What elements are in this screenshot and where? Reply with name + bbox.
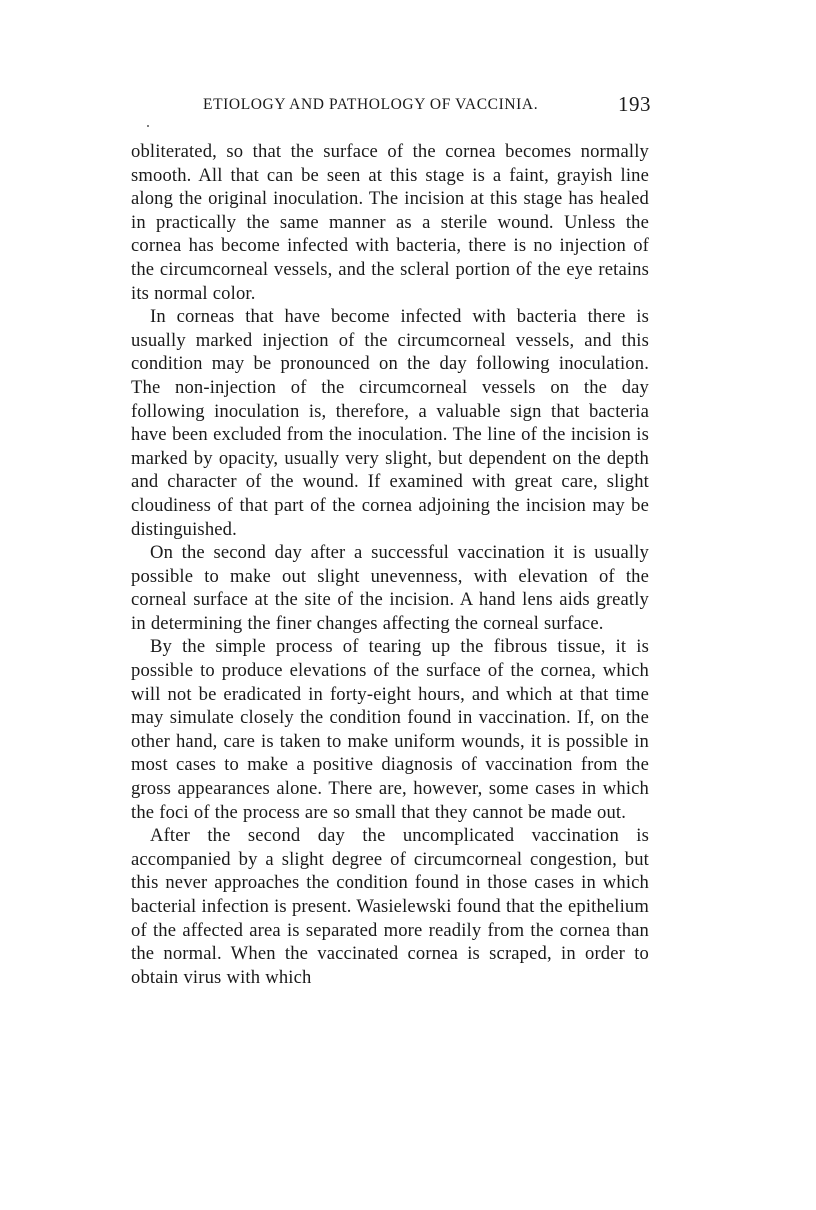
running-title: ETIOLOGY AND PATHOLOGY OF VACCINIA. <box>203 96 539 113</box>
paragraph-continued: obliterated, so that the surface of the cornea becomes normally smooth. All that can be seen at this stage is a faint, grayish line along the original inoculation. The incision at this stage has healed in practically the same manner as a sterile wound. Unless the cornea has become infected with bacteria, there is no injection of the circumcorneal vessels, and the scleral portion of the eye retains its normal color. <box>131 141 649 304</box>
paragraph: On the second day after a successful vaccination it is usually possible to make out slight unevenness, with elevation of the corneal surface at the site of the incision. A hand lens aids greatly in determining the finer changes affecting the corneal surface. <box>131 542 649 634</box>
paragraph: After the second day the uncomplicated vaccination is accompanied by a slight degree of circumcorneal congestion, but this never approaches the condition found in those cases in which bacterial infection is present. Wasielewski found that the epithelium of the affected area is separated more readily from the cornea than the normal. When the vaccinated cornea is scraped, in order to obtain virus with which <box>131 825 649 988</box>
paragraph: In corneas that have become infected with bacteria there is usually marked injection of the circumcorneal vessels, and this condition may be pronounced on the day following inoculation. The non-injection of the circumcorneal vessels on the day following inoculation is, therefore, a valuable sign that bacteria have been excluded from the inoculation. The line of the incision is marked by opacity, usually very slight, but dependent on the depth and character of the wound. If examined with great care, slight cloudiness of that part of the cornea adjoining the incision may be distinguished. <box>131 306 649 540</box>
running-head <box>131 92 651 120</box>
page-number: 193 <box>618 92 651 116</box>
paragraph: By the simple process of tearing up the fibrous tissue, it is possible to produce elevations of the surface of the cornea, which will not be eradicated in forty-eight hours, and which at that time may simulate closely the condition found in vaccination. If, on the other hand, care is taken to make uniform wounds, it is possible in most cases to make a positive diagnosis of vaccination from the gross appearances alone. There are, however, some cases in which the foci of the process are so small that they cannot be made out. <box>131 636 649 823</box>
print-speck <box>147 125 149 127</box>
body-text <box>131 140 649 989</box>
